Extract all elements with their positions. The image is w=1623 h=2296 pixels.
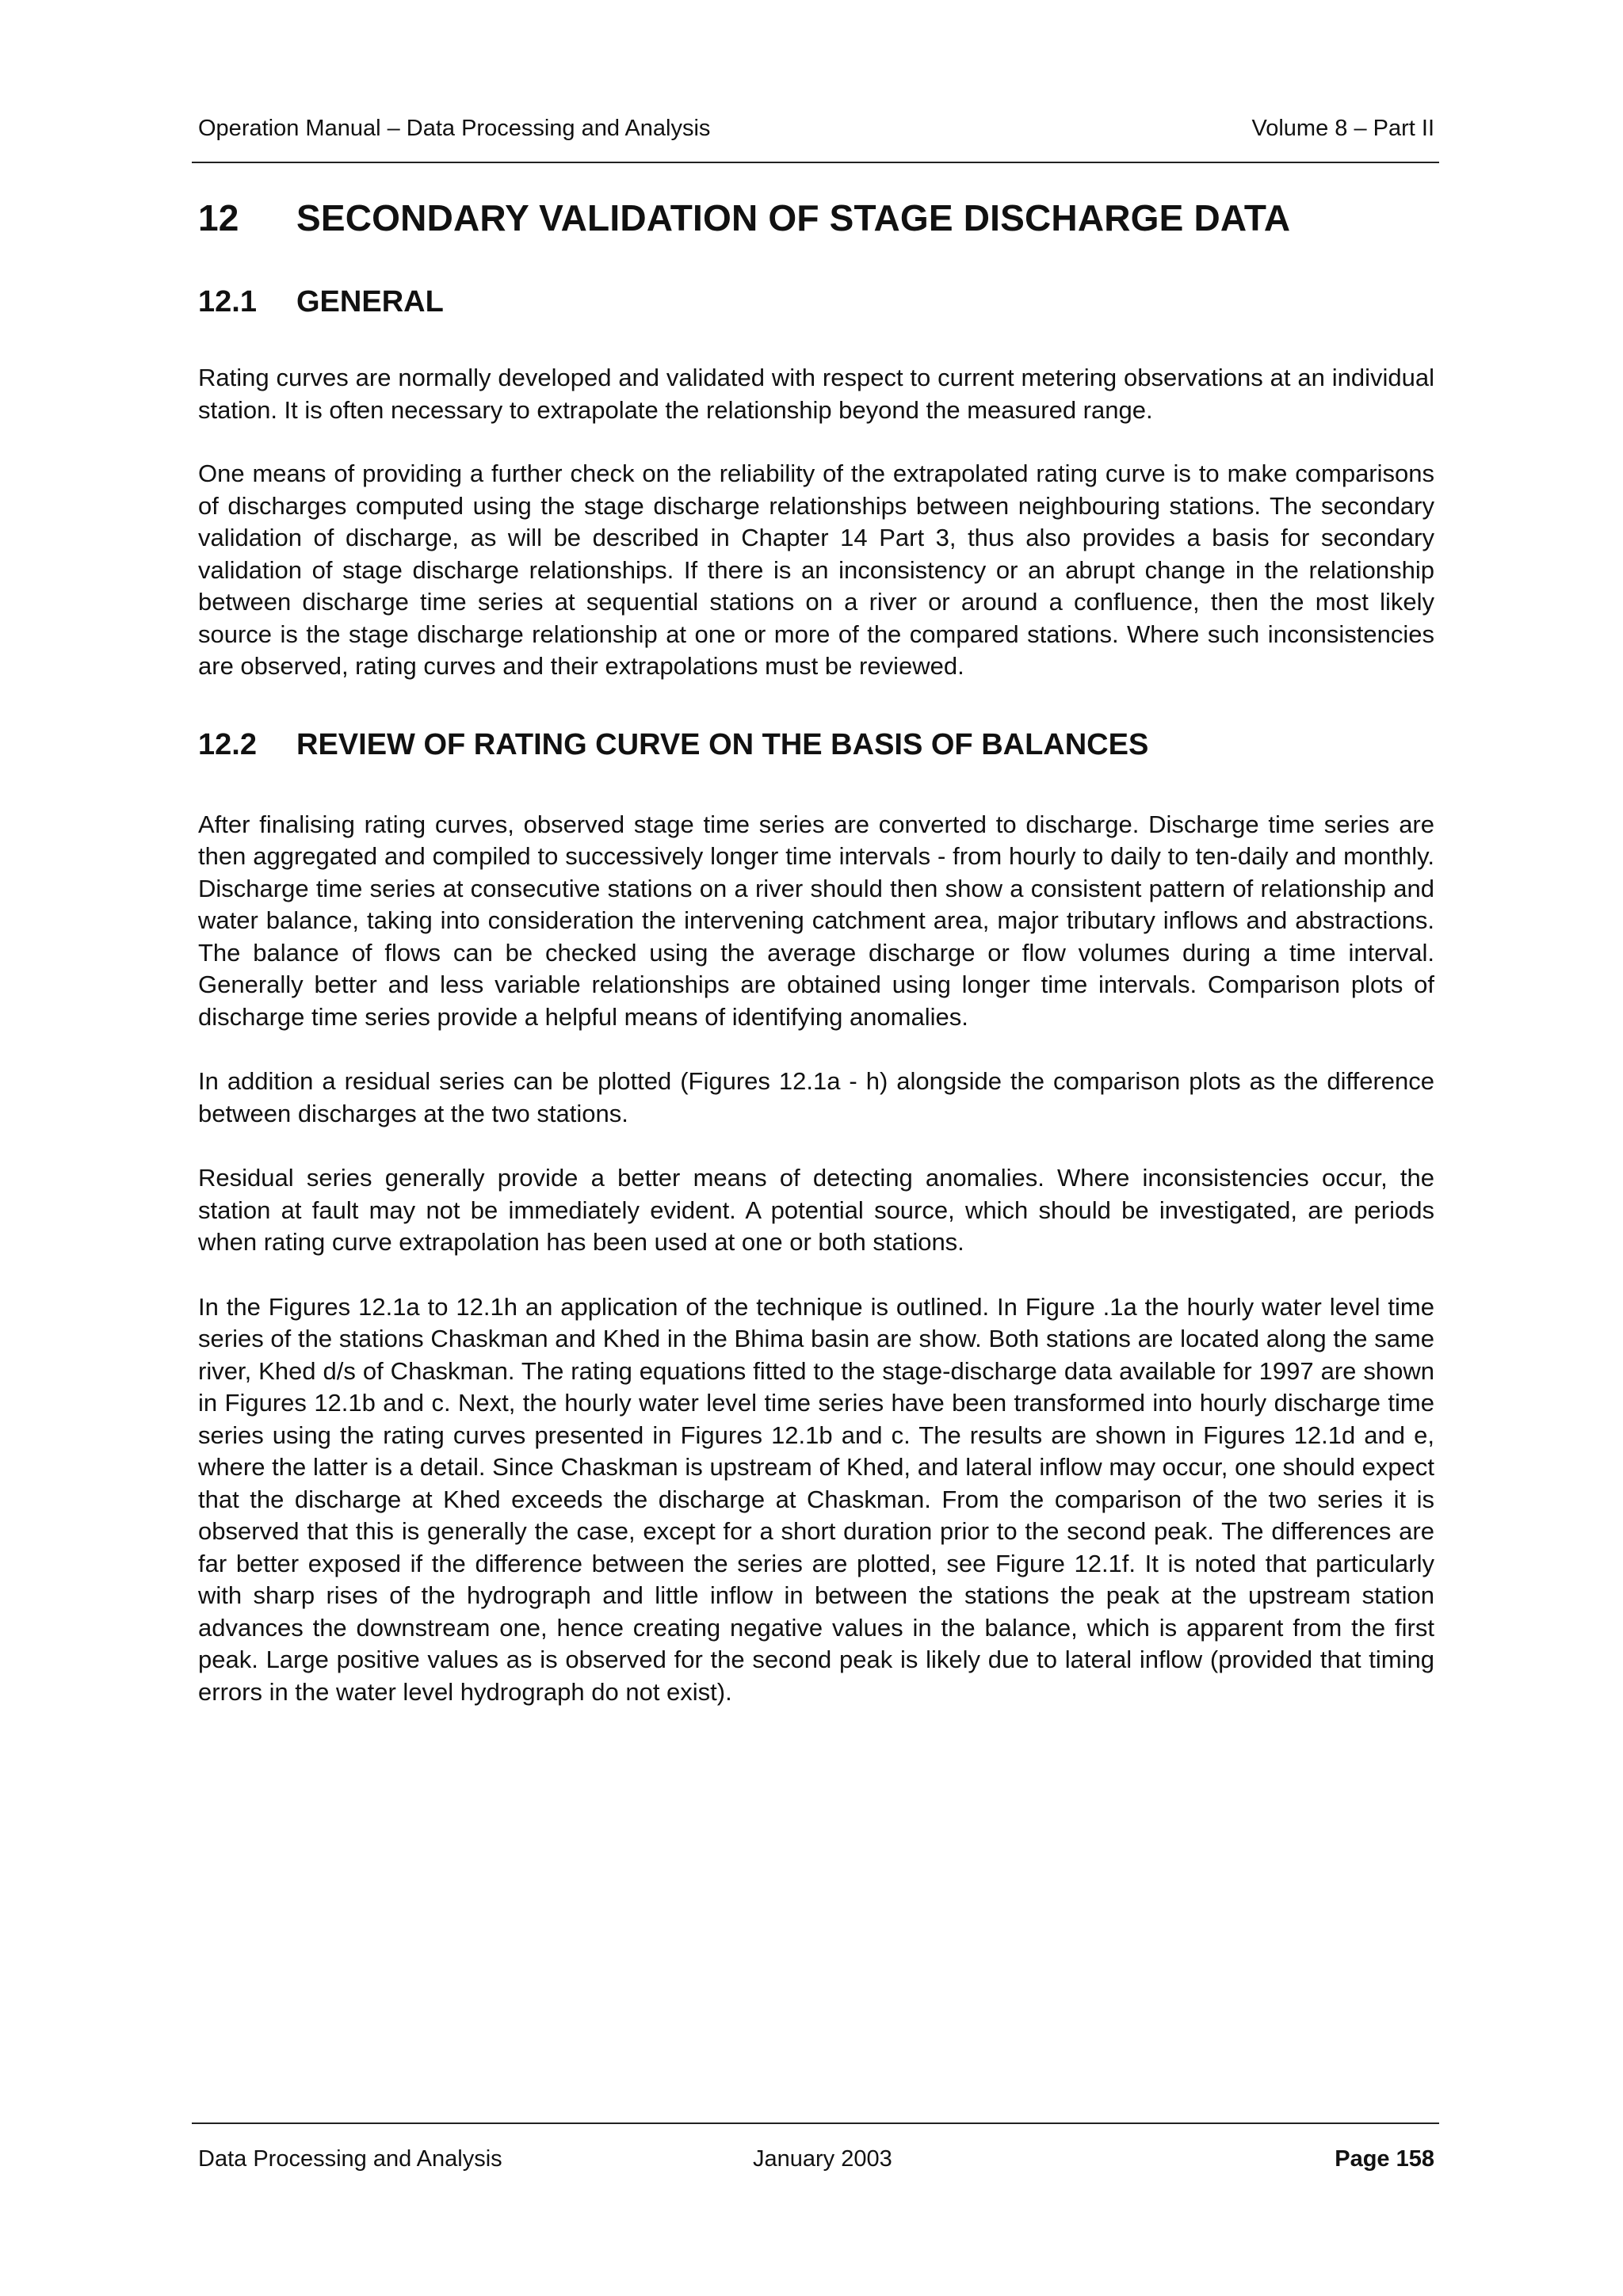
section-title: REVIEW OF RATING CURVE ON THE BASIS OF BALANCES	[296, 727, 1149, 761]
header-right-text: Volume 8 – Part II	[1251, 116, 1434, 141]
paragraph: Rating curves are normally developed and validated with respect to current metering observations at an individual station. It is often necessary to extrapolate the relationship beyond the measured range.	[198, 364, 1434, 424]
paragraph: One means of providing a further check on the reliability of the extrapolated rating curve is to make comparisons of discharges computed using the stage discharge relationships between neighbouring stations. The secondary validation of discharge, as will be described in Chapter 14 Part 3, thus also provides a basis for secondary validation of stage discharge relationships. If there is an inconsistency or an abrupt change in the relationship between discharge time series at sequential stations on a river or around a confluence, then the most likely source is the stage discharge relationship at one or more of the compared stations. Where such inconsistencies are observed, rating curves and their extrapolations must be reviewed.	[198, 460, 1434, 680]
page-body	[198, 190, 1434, 1708]
page-footer	[198, 2143, 1434, 2175]
chapter-number: 12	[198, 197, 239, 238]
paragraph: In the Figures 12.1a to 12.1h an application of the technique is outlined. In Figure .1a the hourly water level time series of the stations Chaskman and Khed in the Bhima basin are show. Both stations are located along the same river, Khed d/s of Chaskman. The rating equations fitted to the stage-discharge data available for 1997 are shown in Figures 12.1b and c. Next, the hourly water level time series have been transformed into hourly discharge time series using the rating curves presented in Figures 12.1b and c. The results are shown in Figures 12.1d and e, where the latter is a detail. Since Chaskman is upstream of Khed, and lateral inflow may occur, one should expect that the discharge at Khed exceeds the discharge at Chaskman. From the comparison of the two series it is observed that this is generally the case, except for a short duration prior to the second peak. The differences are far better exposed if the difference between the series are plotted, see Figure 12.1f. It is noted that particularly with sharp rises of the hydrograph and little inflow in between the stations the peak at the upstream station advances the downstream one, hence creating negative values in the balance, which is apparent from the first peak. Large positive values as is observed for the second peak is likely due to lateral inflow (provided that timing errors in the water level hydrograph do not exist).	[198, 1292, 1434, 1706]
section-heading-12-2	[198, 724, 1434, 765]
paragraph: After finalising rating curves, observed stage time series are converted to discharge. Discharge time series are then aggregated and compiled to successively longer time intervals - from hourly to daily to ten-daily and monthly. Discharge time series at consecutive stations on a river should then show a consistent pattern of relationship and water balance, taking into consideration the intervening catchment area, major tributary inflows and abstractions. The balance of flows can be checked using the average discharge or flow volumes during a time interval. Generally better and less variable relationships are obtained using longer time intervals. Comparison plots of discharge time series provide a helpful means of identifying anomalies.	[198, 810, 1434, 1031]
header-divider	[192, 162, 1439, 163]
footer-date: January 2003	[753, 2146, 892, 2172]
section-number: 12.2	[198, 727, 257, 761]
footer-divider	[192, 2122, 1439, 2124]
page-number: Page 158	[1335, 2146, 1434, 2172]
header-left-text: Operation Manual – Data Processing and Analysis	[198, 116, 711, 141]
page-header	[198, 113, 1434, 144]
paragraph: In addition a residual series can be plotted (Figures 12.1a - h) alongside the comparison plots as the difference between discharges at the two stations.	[198, 1067, 1434, 1127]
section-heading-12-1	[198, 281, 1434, 322]
section-number: 12.1	[198, 285, 257, 318]
chapter-title: SECONDARY VALIDATION OF STAGE DISCHARGE DATA	[296, 197, 1291, 238]
paragraph: Residual series generally provide a better means of detecting anomalies. Where inconsistencies occur, the station at fault may not be immediately evident. A potential source, which should be investigated, are periods when rating curve extrapolation has been used at one or both stations.	[198, 1164, 1434, 1256]
footer-left-text: Data Processing and Analysis	[198, 2146, 502, 2172]
section-title: GENERAL	[296, 285, 444, 318]
chapter-heading	[198, 190, 1434, 246]
